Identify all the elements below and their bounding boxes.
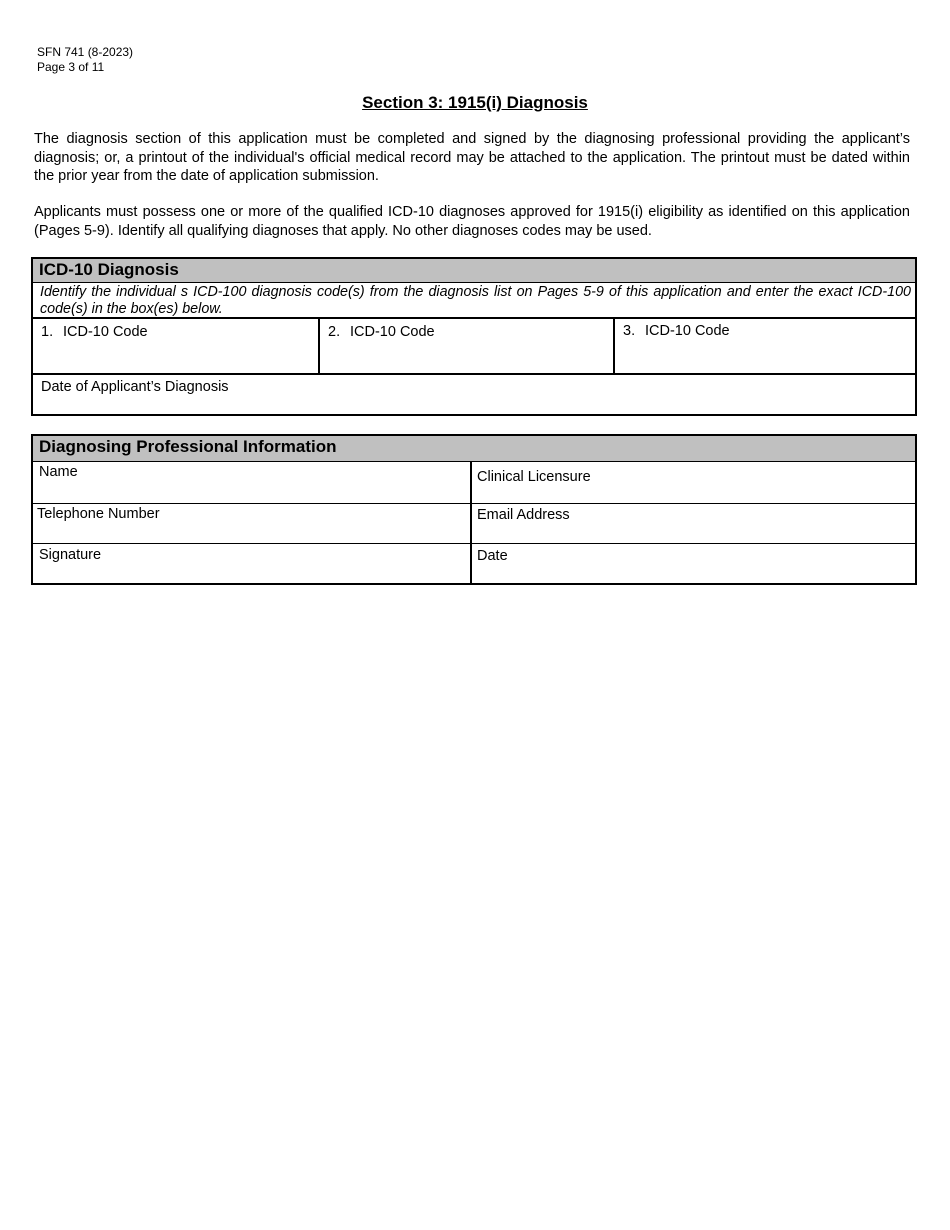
- icd-code-label: ICD-10 Code: [63, 324, 148, 340]
- diagnosis-date-field[interactable]: [33, 375, 915, 395]
- icd-section-header: ICD-10 Diagnosis: [33, 259, 915, 283]
- professional-row-1: [33, 462, 915, 504]
- email-field[interactable]: [472, 504, 915, 543]
- icd-code-row: [33, 319, 915, 375]
- icd-instruction: Identify the individual s ICD-100 diagnosis code(s) from the diagnosis list on Pages 5-9 of this application and enter the exact ICD-100 code(s) in the box(es) below.: [33, 283, 915, 319]
- icd-diagnosis-table: [31, 257, 917, 416]
- icd-code-field-2[interactable]: [320, 319, 615, 373]
- professional-row-3: [33, 544, 915, 583]
- icd-code-label: ICD-10 Code: [350, 324, 435, 340]
- icd-code-number: 3.: [623, 323, 636, 339]
- name-field[interactable]: [33, 462, 472, 503]
- section-title: Section 3: 1915(i) Diagnosis: [362, 93, 588, 112]
- clinical-licensure-field[interactable]: [472, 462, 915, 503]
- professional-section-header: Diagnosing Professional Information: [33, 436, 915, 462]
- icd-code-number: 1.: [41, 324, 54, 340]
- intro-paragraph-1: The diagnosis section of this application must be completed and signed by the diagnosing professional providing the applicant’s diagnosis; or, a printout of the individual's official medical record may be attached to the application. The printout must be dated within the prior year from the date of application submission.: [34, 131, 910, 184]
- email-label: Email Address: [477, 507, 570, 523]
- icd-code-label: ICD-10 Code: [645, 323, 730, 339]
- professional-info-table: [31, 434, 917, 585]
- icd-code-field-3[interactable]: [615, 319, 915, 373]
- professional-row-2: [33, 504, 915, 544]
- name-label: Name: [39, 464, 78, 480]
- intro-paragraph-2: Applicants must possess one or more of the qualified ICD-10 diagnoses approved for 1915(i) eligibility as identified on this application (Pages 5-9). Identify all qualifying diagnoses that apply. No other diagnoses codes may be used.: [34, 204, 910, 239]
- form-number: SFN 741 (8-2023): [37, 45, 134, 59]
- clinical-licensure-label: Clinical Licensure: [477, 469, 591, 485]
- telephone-label: Telephone Number: [37, 506, 160, 522]
- form-header: [37, 45, 133, 75]
- signature-field[interactable]: [33, 544, 472, 583]
- signature-label: Signature: [39, 547, 102, 563]
- icd-code-number: 2.: [328, 324, 341, 340]
- date-field[interactable]: [472, 544, 915, 583]
- page-number: Page 3 of 11: [37, 60, 105, 74]
- date-label: Date: [477, 548, 508, 564]
- telephone-field[interactable]: [33, 504, 472, 543]
- diagnosis-date-label: Date of Applicant’s Diagnosis: [41, 379, 229, 395]
- icd-code-field-1[interactable]: [33, 319, 320, 373]
